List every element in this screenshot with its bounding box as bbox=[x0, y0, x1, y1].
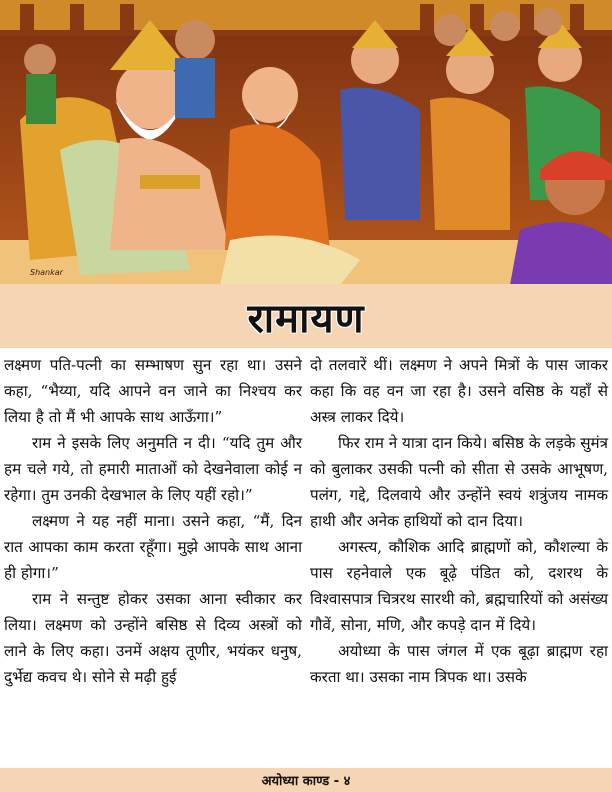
chapter-footer: अयोध्या काण्ड - ४ bbox=[261, 774, 351, 789]
court-scene-illustration bbox=[0, 0, 612, 290]
right-column bbox=[310, 352, 608, 762]
paragraph: लक्ष्मण ने यह नहीं माना। उसने कहा, “मैं, दिन रात आपका काम करता रहूँगा। मुझे आपके साथ आना ही होगा।” bbox=[4, 512, 302, 582]
paragraph: राम ने इसके लिए अनुमति न दी। “यदि तुम और हम चले गये, तो हमारी माताओं को देखनेवाला कोई न रहेगा। तुम उनकी देखभाल के लिए यहीं रहो।” bbox=[4, 434, 302, 504]
footer-band bbox=[0, 768, 612, 792]
paragraph: लक्ष्मण पति-पत्नी का सम्भाषण सुन रहा था। उसने कहा, “भैय्या, यदि आपने वन जाने का निश्चय कर लिया है तो मैं भी आपके साथ आऊँगा।” bbox=[4, 356, 302, 426]
story-columns bbox=[4, 352, 608, 762]
paragraph: राम ने सन्तुष्ट होकर उसका आना स्वीकार कर लिया। लक्ष्मण को उन्होंने बसिष्ठ से दिव्य अस्त्रों को लाने के लिए कहा। उनमें अक्षय तूणीर, भयंकर धनुष, दुर्भेद्य कवच थे। सोने से मढ़ी हुई bbox=[4, 590, 302, 686]
paragraph: अगस्त्य, कौशिक आदि ब्राह्मणों को, कौशल्या के पास रहनेवाले एक बूढ़े पंडित को, दशरथ के विश्वासपात्र चित्ररथ सारथी को, ब्रह्मचारियों को असंख्य गौवें, सोना, मणि, और कपड़े दान में दिये। bbox=[310, 538, 608, 634]
page-title: रामायण bbox=[247, 295, 365, 342]
artist-signature: Shankar bbox=[30, 268, 63, 277]
court-scene-artwork bbox=[0, 0, 612, 290]
paragraph: फिर राम ने यात्रा दान किये। बसिष्ठ के लड़के सुमंत्र को बुलाकर उसकी पत्नी को सीता से उसके आभूषण, पलंग, गद्दे, दिलवाये और उन्होंने स्वयं शत्रुंजय नामक हाथी और अनेक हाथियों को दान दिया। bbox=[310, 434, 608, 530]
title-band bbox=[0, 284, 612, 348]
left-column bbox=[4, 352, 302, 762]
paragraph: दो तलवारें थीं। लक्ष्मण ने अपने मित्रों के पास जाकर कहा कि वह वन जा रहा है। उसने वसिष्ठ के यहाँ से अस्त्र लाकर दिये। bbox=[310, 356, 608, 426]
paragraph: अयोध्या के पास जंगल में एक बूढ़ा ब्राह्मण रहा करता था। उसका नाम त्रिपक था। उसके bbox=[310, 642, 608, 686]
